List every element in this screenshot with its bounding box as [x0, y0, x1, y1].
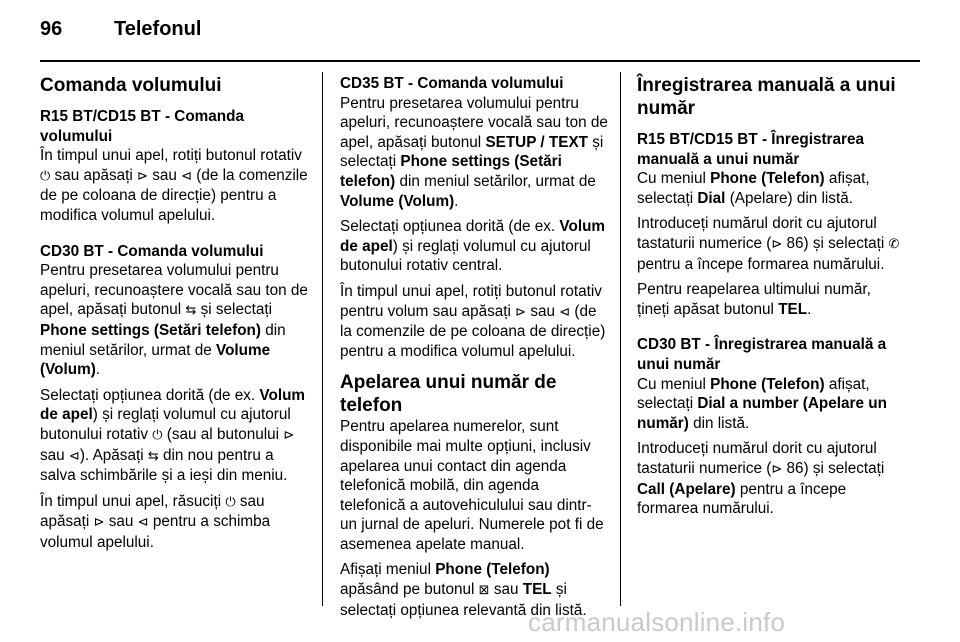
- paragraph: Introduceți numărul dorit cu ajutorul tastaturii numerice (⊳ 86) și selectați Call (Apelare) pentru a începe formarea numărului.: [637, 440, 885, 518]
- subheading-cd30-volume: CD30 BT - Comanda volumului: [40, 242, 264, 260]
- column-middle: [340, 74, 608, 626]
- power-knob-icon: ⏻: [152, 427, 163, 443]
- column-divider-2: [620, 72, 621, 606]
- paragraph: Cu meniul Phone (Telefon) afișat, selectați Dial (Apelare) din listă.: [637, 170, 870, 207]
- seek-left-icon: ⊲: [137, 515, 149, 531]
- talk-button-icon: ⇆: [147, 448, 159, 464]
- column-divider-1: [322, 72, 323, 606]
- page-number: 96: [40, 18, 63, 40]
- paragraph: Pentru presetarea volumului pentru apeluri, recunoaștere vocală sau ton de apel, apăsați butonul ⇆ și selectați Phone settings (Setări telefon) din meniul setărilor, urmat de Volume (Volum).: [40, 262, 308, 379]
- phone-menu-icon: ⊠: [478, 583, 490, 599]
- paragraph: Selectați opțiunea dorită (de ex. Volum de apel) și reglați volumul cu ajutorul butonului rotativ central.: [340, 218, 606, 275]
- paragraph: Pentru reapelarea ultimului număr, țineți apăsat butonul TEL.: [637, 281, 871, 318]
- handset-icon: ✆: [888, 236, 900, 252]
- page-reference-icon: ⊳: [771, 461, 783, 477]
- header-rule: [40, 60, 920, 62]
- power-knob-icon: ⏻: [40, 168, 51, 184]
- watermark: carmanualsonline.info: [528, 607, 786, 637]
- subheading-cd35-volume: CD35 BT - Comanda volumului: [340, 75, 564, 92]
- seek-left-icon: ⊲: [559, 304, 571, 320]
- paragraph: Pentru presetarea volumului pentru apeluri, recunoaștere vocală sau ton de apel, apăsați butonul SETUP / TEXT și selectați Phone settings (Setări telefon) din meniul setărilor, urmat de Volume (Volum).: [340, 94, 608, 210]
- paragraph: Cu meniul Phone (Telefon) afișat, selectați Dial a number (Apelare un număr) din listă.: [637, 375, 887, 432]
- seek-left-icon: ⊲: [181, 168, 193, 184]
- column-left: [40, 74, 308, 558]
- paragraph: Introduceți numărul dorit cu ajutorul tastaturii numerice (⊳ 86) și selectați ✆ pentru a începe formarea numărului.: [637, 215, 900, 273]
- section-heading-volume: Comanda volumului: [40, 75, 222, 96]
- seek-right-icon: ⊳: [137, 168, 148, 184]
- paragraph: În timpul unui apel, rotiți butonul rotativ ⏻ sau apăsați ⊳ sau ⊲ (de la comenzile de pe coloana de direcție) pentru a modifica volumul apelului.: [40, 147, 308, 224]
- column-right: [637, 74, 905, 525]
- subheading-r15-volume: R15 BT/CD15 BT - Comanda volumului: [40, 108, 244, 145]
- paragraph: Pentru apelarea numerelor, sunt disponibile mai multe opțiuni, inclusiv apelarea unui contact din agenda telefonică mobilă, din agenda telefonică a autovehiculului sau dintr-un jurnal de apeluri. Numerele pot fi de asemenea apelate manual.: [340, 418, 604, 553]
- paragraph: În timpul unui apel, răsuciți ⏻ sau apăsați ⊳ sau ⊲ pentru a schimba volumul apelului.: [40, 492, 271, 551]
- power-knob-icon: ⏻: [225, 494, 236, 510]
- seek-right-icon: ⊳: [283, 427, 295, 443]
- page-reference-icon: ⊳: [771, 236, 783, 252]
- section-heading-dial: Apelarea unui număr de telefon: [340, 372, 557, 417]
- paragraph: Afișați meniul Phone (Telefon) apăsând pe butonul ⊠ sau TEL și selectați opțiunea relevantă din listă.: [340, 561, 587, 619]
- paragraph: Selectați opțiunea dorită (de ex. Volum de apel) și reglați volumul cu ajutorul butonului rotativ ⏻ (sau al butonului ⊳ sau ⊲). Apăsați ⇆ din nou pentru a salva schimbările și a ieși din meniu.: [40, 386, 306, 485]
- paragraph: În timpul unui apel, rotiți butonul rotativ pentru volum sau apăsați ⊳ sau ⊲ (de la comenzile de pe coloana de direcție) pentru a modifica volumul apelului.: [340, 282, 606, 360]
- page-title: Telefonul: [114, 18, 202, 40]
- section-heading-manual-entry: Înregistrarea manuală a unui număr: [637, 75, 896, 119]
- seek-right-icon: ⊳: [93, 515, 105, 531]
- seek-left-icon: ⊲: [68, 448, 80, 464]
- subheading-r15-manual: R15 BT/CD15 BT - Înregistrarea manuală a unui număr: [637, 131, 864, 168]
- seek-right-icon: ⊳: [515, 304, 527, 320]
- talk-button-icon: ⇆: [185, 303, 197, 319]
- subheading-cd30-manual: CD30 BT - Înregistrarea manuală a unui număr: [637, 336, 887, 373]
